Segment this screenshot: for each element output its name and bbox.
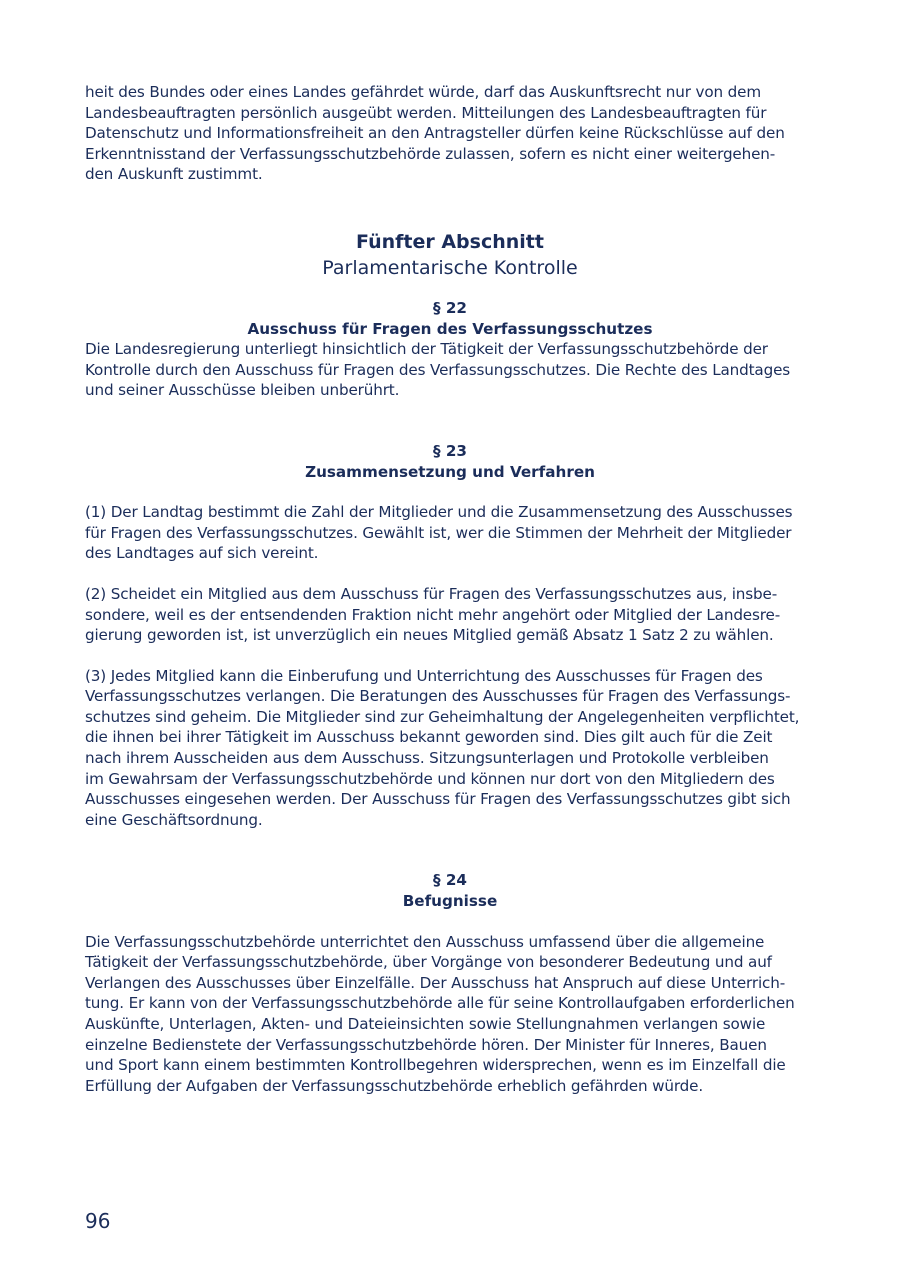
text-line: eine Geschäftsordnung.: [85, 810, 263, 829]
text-line: schutzes sind geheim. Die Mitglieder sind zur Geheimhaltung der Angelegenheiten verpflichtet,: [85, 707, 800, 726]
paragraph-23: [85, 441, 815, 831]
text-line: Die Verfassungsschutzbehörde unterrichtet den Ausschuss umfassend über die allgemeine: [85, 932, 765, 951]
absatz-2: [85, 584, 815, 646]
text-line: sondere, weil es der entsendenden Fraktion nicht mehr angehört oder Mitglied der Landesre-: [85, 605, 781, 624]
document-page: [85, 82, 815, 1096]
text-line: Verlangen des Ausschusses über Einzelfälle. Der Ausschuss hat Anspruch auf diese Unterrich-: [85, 973, 786, 992]
text-line: nach ihrem Ausscheiden aus dem Ausschuss. Sitzungsunterlagen und Protokolle verbleiben: [85, 749, 769, 768]
text-line: des Landtages auf sich vereint.: [85, 544, 319, 563]
page-number: 96: [85, 1209, 111, 1233]
text-line: Tätigkeit der Verfassungsschutzbehörde, über Vorgänge von besonderer Bedeutung und auf: [85, 953, 772, 972]
section-subtitle: Parlamentarische Kontrolle: [322, 256, 578, 279]
text-line: (2) Scheidet ein Mitglied aus dem Ausschuss für Fragen des Verfassungsschutzes aus, insbe-: [85, 584, 778, 603]
text-line: Auskünfte, Unterlagen, Akten- und Dateieinsichten sowie Stellungnahmen verlangen sowie: [85, 1015, 766, 1033]
absatz-1: [85, 502, 815, 564]
text-line: (3) Jedes Mitglied kann die Einberufung und Unterrichtung des Ausschusses für Fragen des: [85, 666, 763, 685]
text-line: Verfassungsschutzes verlangen. Die Beratungen des Ausschusses für Fragen des Verfassungs-: [85, 687, 791, 706]
paragraph-number: § 22: [432, 298, 468, 317]
paragraph-22: [85, 298, 815, 401]
absatz-3: [85, 666, 815, 831]
text-line: und Sport kann einem bestimmten Kontrollbegehren widersprechen, wenn es im Einzelfall die: [85, 1056, 786, 1075]
text-line: heit des Bundes oder eines Landes gefährdet würde, darf das Auskunftsrecht nur von dem: [85, 83, 761, 101]
text-line: Ausschusses eingesehen werden. Der Ausschuss für Fragen des Verfassungsschutzes gibt sich: [85, 790, 791, 809]
text-line: für Fragen des Verfassungsschutzes. Gewählt ist, wer die Stimmen der Mehrheit der Mitglieder: [85, 523, 792, 542]
section-title: Fünfter Abschnitt: [356, 230, 544, 253]
text-line: Datenschutz und Informationsfreiheit an den Antragsteller dürfen keine Rückschlüsse auf den: [85, 124, 785, 143]
paragraph-text: [85, 339, 815, 401]
text-line: die ihnen bei ihrer Tätigkeit im Ausschuss bekannt geworden sind. Dies gilt auch für die Zeit: [85, 728, 773, 747]
text-line: Kontrolle durch den Ausschuss für Fragen des Verfassungsschutzes. Die Rechte des Landtages: [85, 360, 791, 379]
text-line: Erfüllung der Aufgaben der Verfassungsschutzbehörde erheblich gefährden würde.: [85, 1076, 704, 1095]
text-line: Die Landesregierung unterliegt hinsichtlich der Tätigkeit der Verfassungsschutzbehörde der: [85, 340, 768, 359]
text-line: den Auskunft zustimmt.: [85, 165, 263, 184]
text-line: und seiner Ausschüsse bleiben unberührt.: [85, 381, 400, 400]
paragraph-number: § 24: [432, 871, 468, 890]
paragraph-heading: Ausschuss für Fragen des Verfassungsschutzes: [247, 319, 653, 338]
text-line: tung. Er kann von der Verfassungsschutzbehörde alle für seine Kontrollaufgaben erforderlichen: [85, 994, 795, 1013]
paragraph-text: [85, 932, 815, 1097]
paragraph-24: [85, 870, 815, 1096]
text-line: im Gewahrsam der Verfassungsschutzbehörde und können nur dort von den Mitgliedern des: [85, 769, 775, 788]
text-line: gierung geworden ist, ist unverzüglich ein neues Mitglied gemäß Absatz 1 Satz 2 zu wählen.: [85, 626, 774, 645]
paragraph-heading: Befugnisse: [402, 892, 498, 911]
text-line: Landesbeauftragten persönlich ausgeübt werden. Mitteilungen des Landesbeauftragten für: [85, 103, 767, 122]
section-heading: [85, 229, 815, 281]
text-line: Erkenntnisstand der Verfassungsschutzbehörde zulassen, sofern es nicht einer weitergehen-: [85, 144, 776, 163]
text-line: einzelne Bedienstete der Verfassungsschutzbehörde hören. Der Minister für Inneres, Bauen: [85, 1035, 767, 1054]
paragraph-number: § 23: [432, 441, 468, 460]
text-line: (1) Der Landtag bestimmt die Zahl der Mitglieder und die Zusammensetzung des Ausschusses: [85, 503, 793, 522]
paragraph-heading: Zusammensetzung und Verfahren: [305, 462, 595, 481]
intro-paragraph: [85, 82, 815, 185]
